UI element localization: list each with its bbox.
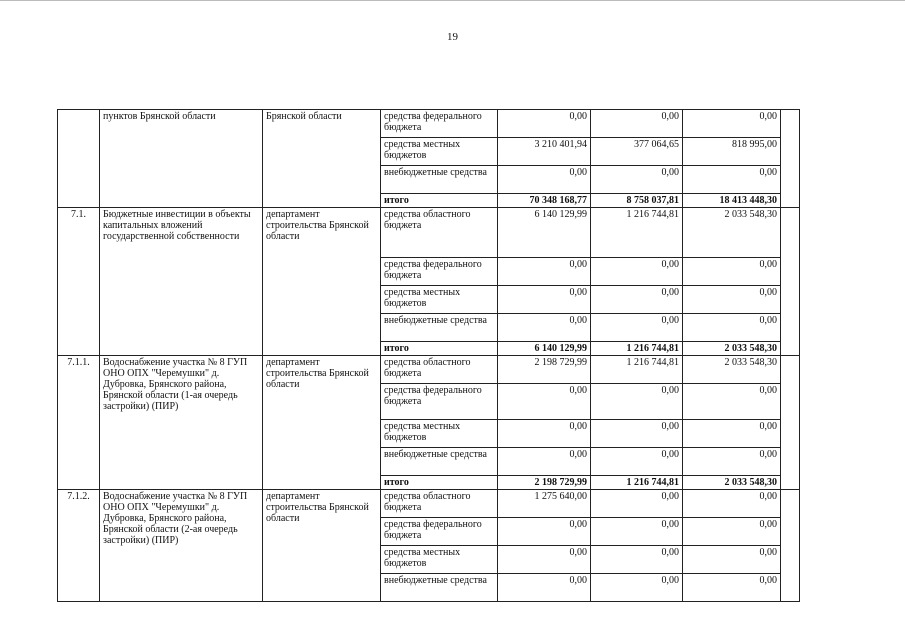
value-year-1: 0,00 [498, 110, 591, 138]
value-year-1: 1 275 640,00 [498, 490, 591, 518]
value-year-2: 0,00 [591, 314, 683, 342]
total-year-3: 18 413 448,30 [683, 194, 781, 208]
row-executor: департамент строительства Брянской области [263, 208, 381, 356]
table-row [58, 208, 800, 258]
value-year-3: 0,00 [683, 384, 781, 420]
row-executor: департамент строительства Брянской области [263, 356, 381, 490]
value-year-1: 0,00 [498, 518, 591, 546]
funding-source: средства местных бюджетов [381, 286, 498, 314]
value-year-1: 0,00 [498, 384, 591, 420]
budget-table [57, 109, 800, 602]
value-year-3: 0,00 [683, 286, 781, 314]
value-year-1: 0,00 [498, 166, 591, 194]
row-name: пунктов Брянской области [100, 110, 263, 208]
value-year-2: 0,00 [591, 574, 683, 602]
value-year-3: 0,00 [683, 314, 781, 342]
value-year-1: 0,00 [498, 258, 591, 286]
row-code: 7.1.1. [58, 356, 100, 490]
value-year-2: 1 216 744,81 [591, 356, 683, 384]
value-year-2: 0,00 [591, 420, 683, 448]
funding-source: средства областного бюджета [381, 490, 498, 518]
value-year-3: 0,00 [683, 574, 781, 602]
row-name: Водоснабжение участка № 8 ГУП ОНО ОПХ "Черемушки" д. Дубровка, Брянского района, Брянской области (1-ая очередь застройки) (ПИР) [100, 356, 263, 490]
value-year-3: 0,00 [683, 110, 781, 138]
funding-source: средства областного бюджета [381, 208, 498, 258]
funding-source: внебюджетные средства [381, 574, 498, 602]
value-year-3: 0,00 [683, 490, 781, 518]
row-code [58, 110, 100, 208]
value-year-3: 0,00 [683, 166, 781, 194]
empty-cell [781, 356, 800, 490]
value-year-1: 6 140 129,99 [498, 208, 591, 258]
funding-source: средства федерального бюджета [381, 384, 498, 420]
total-year-1: 6 140 129,99 [498, 342, 591, 356]
scan-edge-top [0, 0, 905, 1]
value-year-1: 0,00 [498, 546, 591, 574]
page-number: 19 [447, 31, 458, 43]
funding-source: внебюджетные средства [381, 448, 498, 476]
value-year-2: 0,00 [591, 166, 683, 194]
value-year-3: 2 033 548,30 [683, 356, 781, 384]
value-year-2: 0,00 [591, 384, 683, 420]
value-year-3: 0,00 [683, 420, 781, 448]
value-year-2: 0,00 [591, 258, 683, 286]
row-executor: Брянской области [263, 110, 381, 208]
value-year-3: 0,00 [683, 448, 781, 476]
value-year-2: 0,00 [591, 490, 683, 518]
funding-source-total: итого [381, 194, 498, 208]
value-year-1: 0,00 [498, 286, 591, 314]
value-year-1: 0,00 [498, 314, 591, 342]
funding-source: средства федерального бюджета [381, 258, 498, 286]
value-year-3: 818 995,00 [683, 138, 781, 166]
value-year-1: 0,00 [498, 574, 591, 602]
funding-source-total: итого [381, 342, 498, 356]
value-year-3: 2 033 548,30 [683, 208, 781, 258]
total-year-2: 1 216 744,81 [591, 342, 683, 356]
empty-cell [781, 208, 800, 356]
funding-source: внебюджетные средства [381, 166, 498, 194]
total-year-1: 2 198 729,99 [498, 476, 591, 490]
value-year-2: 0,00 [591, 518, 683, 546]
value-year-2: 1 216 744,81 [591, 208, 683, 258]
total-year-3: 2 033 548,30 [683, 476, 781, 490]
row-executor: департамент строительства Брянской области [263, 490, 381, 602]
empty-cell [781, 110, 800, 208]
value-year-2: 0,00 [591, 286, 683, 314]
table-row [58, 490, 800, 518]
value-year-3: 0,00 [683, 258, 781, 286]
total-year-2: 8 758 037,81 [591, 194, 683, 208]
total-year-2: 1 216 744,81 [591, 476, 683, 490]
funding-source: средства федерального бюджета [381, 518, 498, 546]
funding-source: средства федерального бюджета [381, 110, 498, 138]
value-year-2: 0,00 [591, 546, 683, 574]
funding-source: средства областного бюджета [381, 356, 498, 384]
row-name: Бюджетные инвестиции в объекты капитальных вложений государственной собственности [100, 208, 263, 356]
value-year-1: 0,00 [498, 448, 591, 476]
value-year-2: 0,00 [591, 448, 683, 476]
value-year-2: 0,00 [591, 110, 683, 138]
total-year-3: 2 033 548,30 [683, 342, 781, 356]
value-year-1: 0,00 [498, 420, 591, 448]
funding-source: внебюджетные средства [381, 314, 498, 342]
row-code: 7.1. [58, 208, 100, 356]
value-year-1: 3 210 401,94 [498, 138, 591, 166]
empty-cell [781, 490, 800, 602]
row-code: 7.1.2. [58, 490, 100, 602]
table-row [58, 356, 800, 384]
row-name: Водоснабжение участка № 8 ГУП ОНО ОПХ "Черемушки" д. Дубровка, Брянского района, Брянской области (2-ая очередь застройки) (ПИР) [100, 490, 263, 602]
value-year-1: 2 198 729,99 [498, 356, 591, 384]
total-year-1: 70 348 168,77 [498, 194, 591, 208]
value-year-3: 0,00 [683, 546, 781, 574]
value-year-2: 377 064,65 [591, 138, 683, 166]
funding-source: средства местных бюджетов [381, 546, 498, 574]
funding-source: средства местных бюджетов [381, 420, 498, 448]
funding-source-total: итого [381, 476, 498, 490]
table-row [58, 110, 800, 138]
funding-source: средства местных бюджетов [381, 138, 498, 166]
value-year-3: 0,00 [683, 518, 781, 546]
